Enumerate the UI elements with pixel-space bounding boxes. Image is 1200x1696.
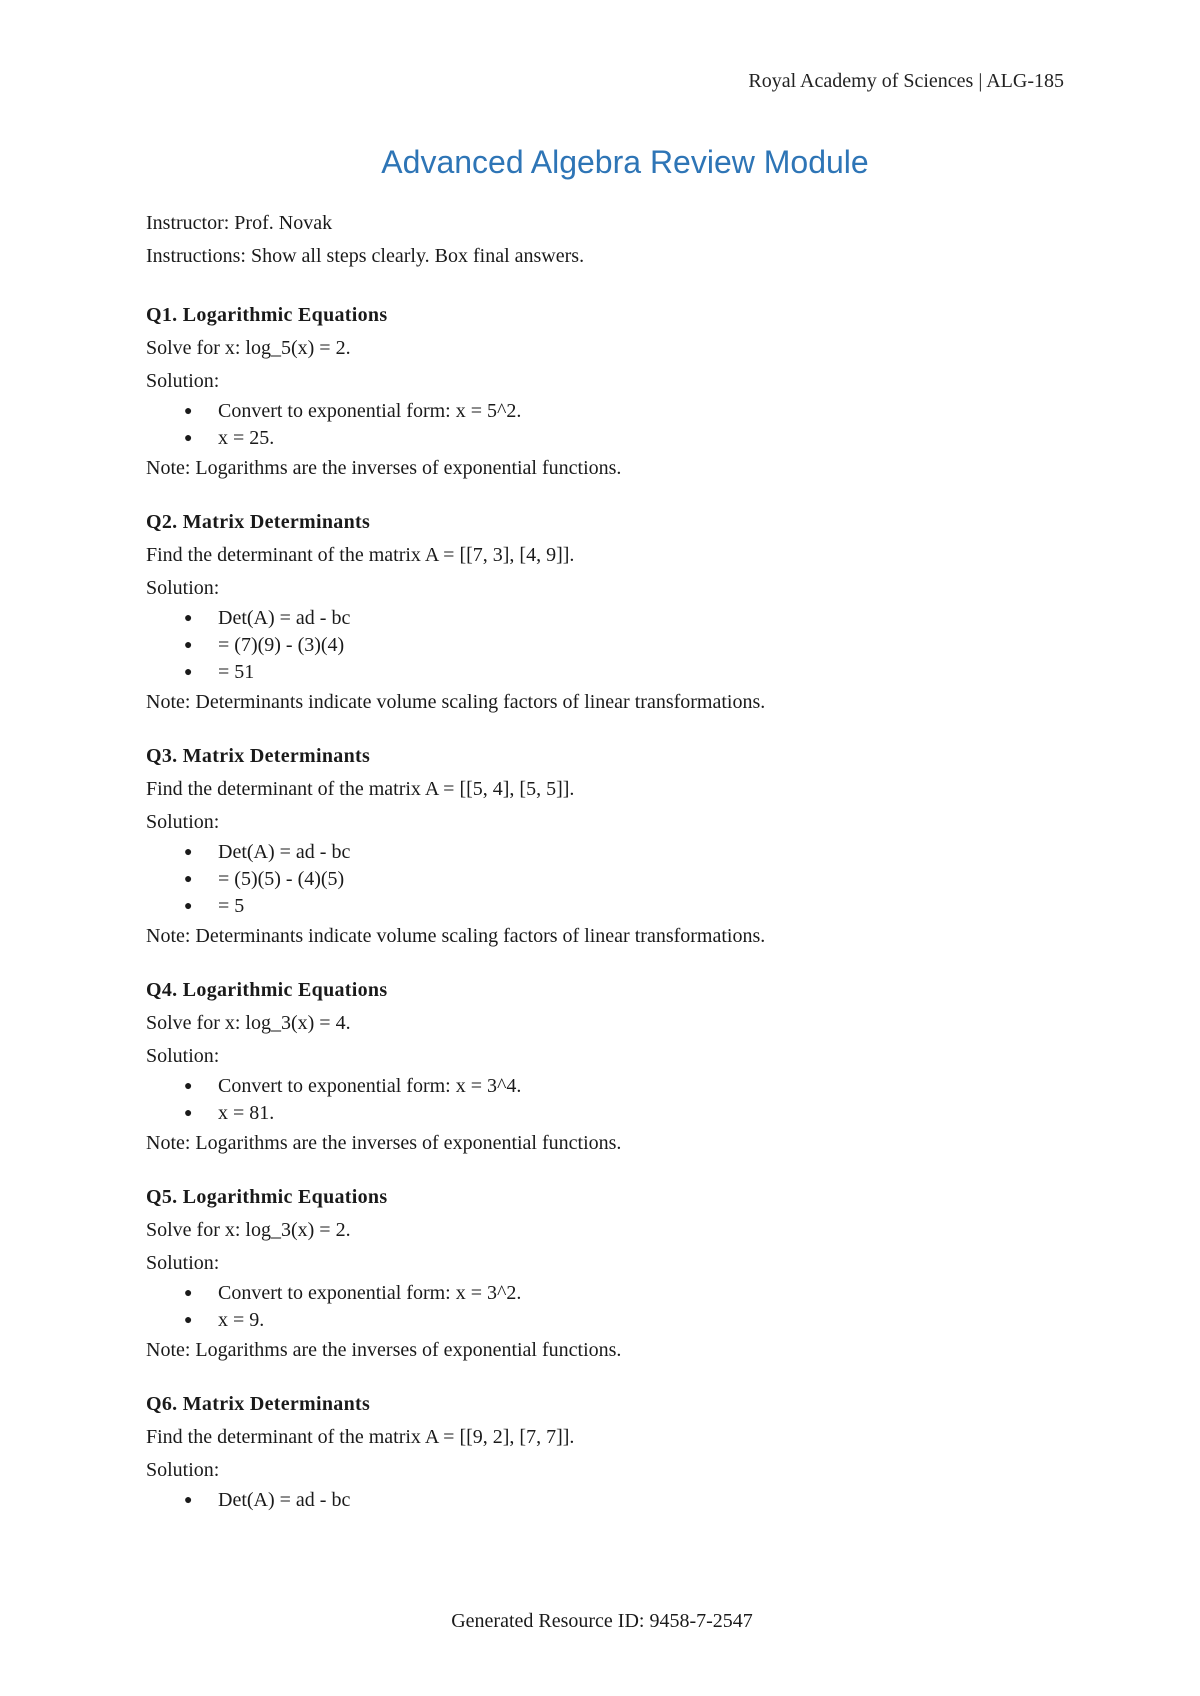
question-block xyxy=(146,300,1086,485)
solution-step-text: x = 9. xyxy=(218,1309,265,1331)
solution-step xyxy=(146,1487,1086,1514)
solution-step xyxy=(146,1073,1086,1100)
solution-step-text: Det(A) = ad - bc xyxy=(218,841,351,863)
solution-label: Solution: xyxy=(146,1459,220,1481)
solution-step xyxy=(146,605,1086,632)
solution-step xyxy=(146,425,1086,452)
solution-step-text: x = 81. xyxy=(218,1102,275,1124)
instructions-line: Instructions: Show all steps clearly. Box final answers. xyxy=(146,245,585,267)
question-note: Note: Logarithms are the inverses of exponential functions. xyxy=(146,1339,622,1361)
solution-step-text: Det(A) = ad - bc xyxy=(218,1489,351,1511)
solution-step-text: Convert to exponential form: x = 5^2. xyxy=(218,400,522,422)
question-block xyxy=(146,741,1086,953)
question-prompt: Find the determinant of the matrix A = [[7, 3], [4, 9]]. xyxy=(146,544,575,566)
solution-steps xyxy=(146,839,1086,920)
question-block xyxy=(146,1389,1086,1514)
question-prompt: Find the determinant of the matrix A = [[9, 2], [7, 7]]. xyxy=(146,1426,575,1448)
solution-step xyxy=(146,632,1086,659)
solution-step-text: x = 25. xyxy=(218,427,275,449)
solution-steps xyxy=(146,1280,1086,1334)
question-prompt: Solve for x: log_3(x) = 4. xyxy=(146,1012,351,1034)
question-title: Q6. Matrix Determinants xyxy=(146,1393,371,1415)
solution-label: Solution: xyxy=(146,1252,220,1274)
question-title: Q1. Logarithmic Equations xyxy=(146,304,388,326)
solution-step xyxy=(146,866,1086,893)
solution-step-text: = (5)(5) - (4)(5) xyxy=(218,868,345,890)
question-note: Note: Determinants indicate volume scaling factors of linear transformations. xyxy=(146,691,766,713)
bullet-icon: ● xyxy=(184,899,193,914)
solution-step xyxy=(146,1307,1086,1334)
solution-steps xyxy=(146,1487,1086,1514)
instructor-line: Instructor: Prof. Novak xyxy=(146,212,333,234)
question-title: Q5. Logarithmic Equations xyxy=(146,1186,388,1208)
solution-step-text: Convert to exponential form: x = 3^2. xyxy=(218,1282,522,1304)
question-note: Note: Logarithms are the inverses of exponential functions. xyxy=(146,1132,622,1154)
solution-step xyxy=(146,398,1086,425)
bullet-icon: ● xyxy=(184,431,193,446)
solution-steps xyxy=(146,1073,1086,1127)
question-title: Q3. Matrix Determinants xyxy=(146,745,371,767)
bullet-icon: ● xyxy=(184,638,193,653)
bullet-icon: ● xyxy=(184,845,193,860)
bullet-icon: ● xyxy=(184,611,193,626)
solution-step xyxy=(146,1280,1086,1307)
solution-step-text: Convert to exponential form: x = 3^4. xyxy=(218,1075,522,1097)
solution-label: Solution: xyxy=(146,370,220,392)
question-title: Q4. Logarithmic Equations xyxy=(146,979,388,1001)
bullet-icon: ● xyxy=(184,1313,193,1328)
solution-step-text: = (7)(9) - (3)(4) xyxy=(218,634,345,656)
bullet-icon: ● xyxy=(184,872,193,887)
question-note: Note: Logarithms are the inverses of exponential functions. xyxy=(146,457,622,479)
solution-label: Solution: xyxy=(146,1045,220,1067)
solution-step xyxy=(146,659,1086,686)
solution-step xyxy=(146,1100,1086,1127)
solution-steps xyxy=(146,605,1086,686)
bullet-icon: ● xyxy=(184,404,193,419)
solution-label: Solution: xyxy=(146,577,220,599)
bullet-icon: ● xyxy=(184,1286,193,1301)
question-title: Q2. Matrix Determinants xyxy=(146,511,371,533)
solution-step-text: = 51 xyxy=(218,661,255,683)
question-prompt: Solve for x: log_5(x) = 2. xyxy=(146,337,351,359)
bullet-icon: ● xyxy=(184,1106,193,1121)
header-org-code: Royal Academy of Sciences | ALG-185 xyxy=(748,70,1064,92)
solution-step xyxy=(146,839,1086,866)
page-title: Advanced Algebra Review Module xyxy=(381,144,869,180)
question-block xyxy=(146,1182,1086,1367)
bullet-icon: ● xyxy=(184,1493,193,1508)
solution-step xyxy=(146,893,1086,920)
bullet-icon: ● xyxy=(184,1079,193,1094)
question-prompt: Find the determinant of the matrix A = [[5, 4], [5, 5]]. xyxy=(146,778,575,800)
solution-step-text: Det(A) = ad - bc xyxy=(218,607,351,629)
questions-list xyxy=(146,300,1086,1536)
bullet-icon: ● xyxy=(184,665,193,680)
footer-resource-id: Generated Resource ID: 9458-7-2547 xyxy=(451,1610,753,1632)
solution-step-text: = 5 xyxy=(218,895,245,917)
question-note: Note: Determinants indicate volume scaling factors of linear transformations. xyxy=(146,925,766,947)
question-prompt: Solve for x: log_3(x) = 2. xyxy=(146,1219,351,1241)
question-block xyxy=(146,975,1086,1160)
solution-label: Solution: xyxy=(146,811,220,833)
question-block xyxy=(146,507,1086,719)
solution-steps xyxy=(146,398,1086,452)
